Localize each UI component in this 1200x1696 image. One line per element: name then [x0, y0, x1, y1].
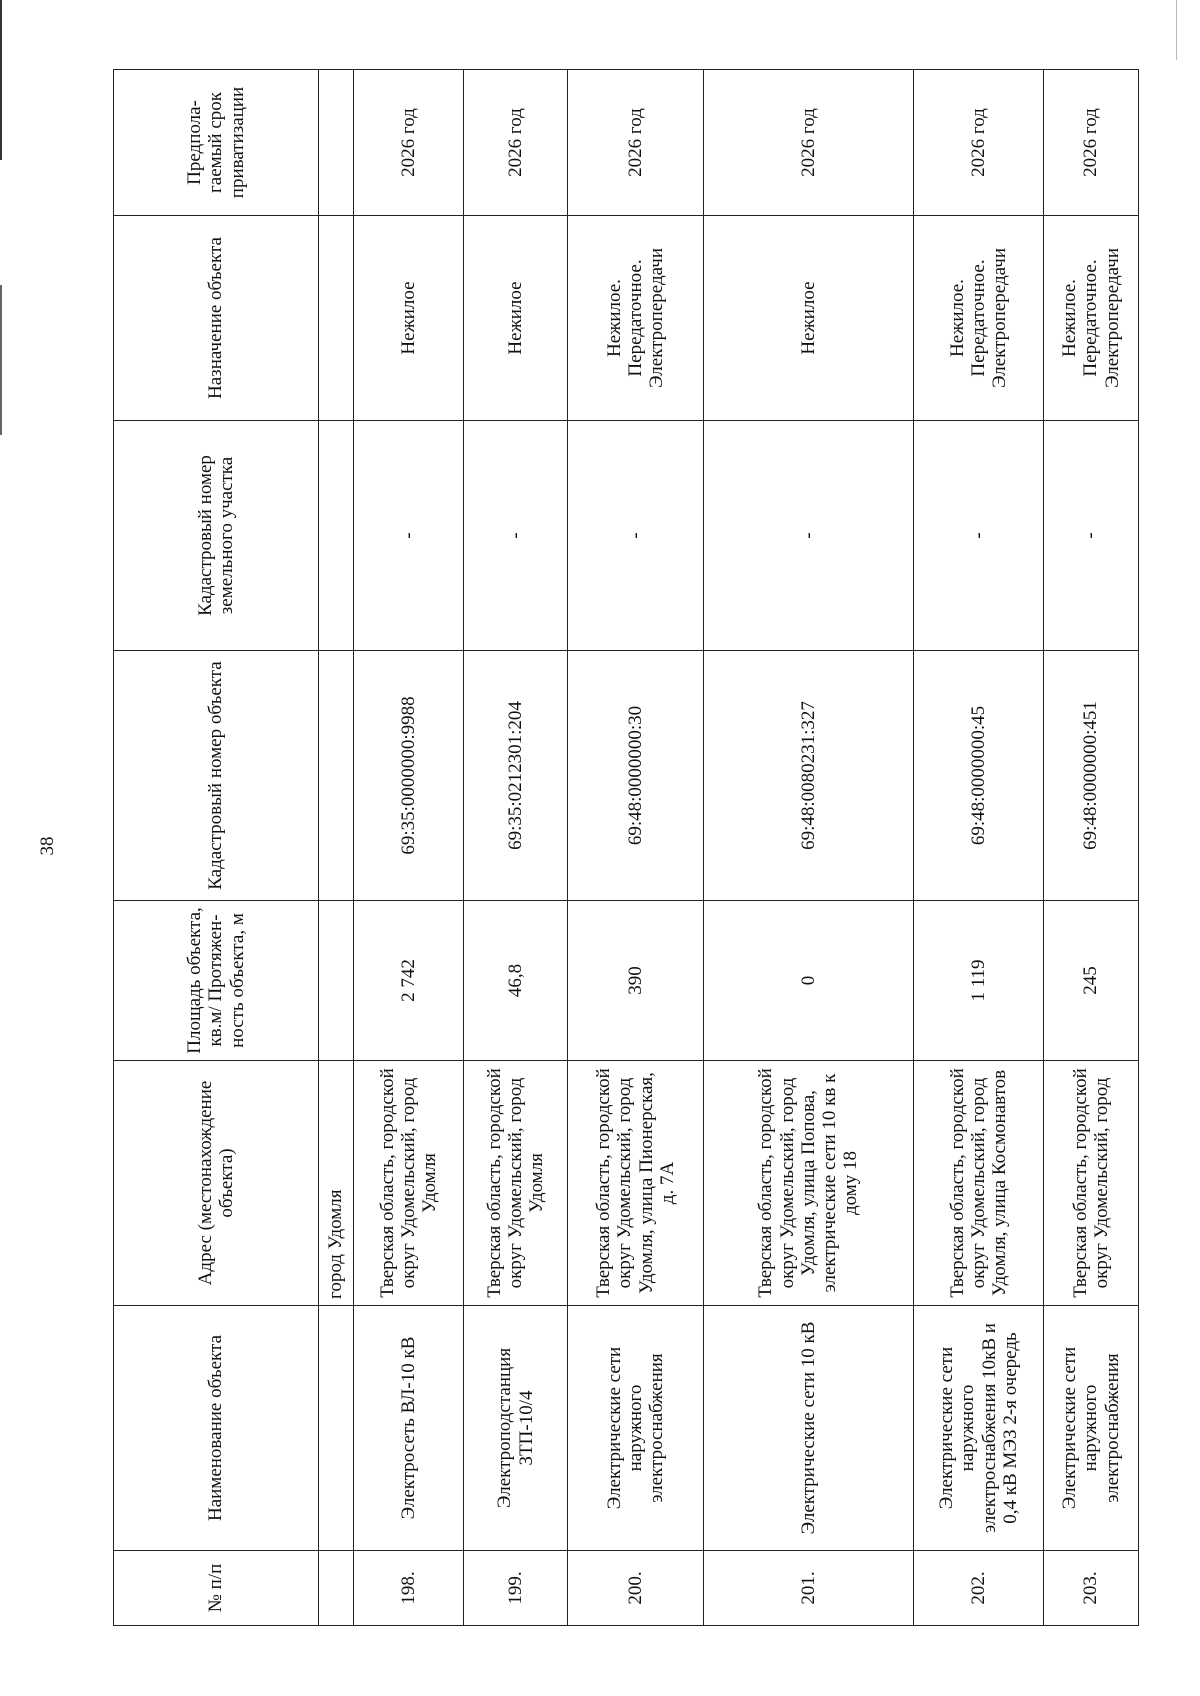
- header-number: № п/п: [114, 1551, 319, 1626]
- privatization-term: 2026 год: [704, 70, 914, 216]
- city-section-label: город Удомля: [319, 1061, 354, 1306]
- scan-edge-mark: [0, 0, 2, 160]
- privatization-term: 2026 год: [914, 70, 1044, 216]
- table-row: [914, 70, 1044, 1626]
- object-address: Тверская область, городской округ Удомельский, город Удомля, улица Космонавтов: [914, 1061, 1044, 1306]
- empty-cell: [319, 651, 354, 901]
- object-cadastral: 69:48:0000000:45: [914, 651, 1044, 901]
- row-number: 199.: [464, 1551, 568, 1626]
- empty-cell: [319, 216, 354, 421]
- header-cadastral: Кадастровый номер объекта: [114, 651, 319, 901]
- object-purpose: Нежилое. Передаточное. Электропередачи: [914, 216, 1044, 421]
- object-address: Тверская область, городской округ Удомельский, город Удомля, улица Попова, электрические сети 10 кв к дому 18: [704, 1061, 914, 1306]
- header-purpose: Назначение объекта: [114, 216, 319, 421]
- object-area: 245: [1044, 901, 1139, 1061]
- land-cadastral: -: [914, 421, 1044, 651]
- object-purpose: Нежилое. Передаточное. Электропередачи: [568, 216, 704, 421]
- land-cadastral: -: [1044, 421, 1139, 651]
- rotated-table-container: [113, 70, 1136, 1626]
- empty-cell: [319, 421, 354, 651]
- land-cadastral: -: [568, 421, 704, 651]
- object-purpose: Нежилое: [464, 216, 568, 421]
- object-area: 0: [704, 901, 914, 1061]
- object-address: Тверская область, городской округ Удомельский, город: [1044, 1061, 1139, 1306]
- row-number: 201.: [704, 1551, 914, 1626]
- object-address: Тверская область, городской округ Удомельский, город Удомля: [354, 1061, 464, 1306]
- row-number: 200.: [568, 1551, 704, 1626]
- empty-cell: [319, 1551, 354, 1626]
- land-cadastral: -: [354, 421, 464, 651]
- empty-cell: [319, 901, 354, 1061]
- object-name: Электрические сети наружного электроснабжения: [568, 1306, 704, 1551]
- table-row: [704, 70, 914, 1626]
- header-land-cadastral: Кадастровый номер земельного участка: [114, 421, 319, 651]
- privatization-term: 2026 год: [568, 70, 704, 216]
- header-term: Предпола-гаемый срок приватизации: [114, 70, 319, 216]
- object-area: 2 742: [354, 901, 464, 1061]
- header-area: Площадь объекта, кв.м/ Протяжен-ность объекта, м: [114, 901, 319, 1061]
- page-number: 38: [37, 836, 58, 856]
- object-name: Электросеть ВЛ-10 кВ: [354, 1306, 464, 1551]
- privatization-term: 2026 год: [464, 70, 568, 216]
- object-area: 46,8: [464, 901, 568, 1061]
- header-name: Наименование объекта: [114, 1306, 319, 1551]
- city-section-row: [319, 70, 354, 1626]
- object-address: Тверская область, городской округ Удомельский, город Удомля: [464, 1061, 568, 1306]
- scan-edge-mark: [1176, 0, 1177, 60]
- privatization-term: 2026 год: [354, 70, 464, 216]
- object-cadastral: 69:48:0000000:30: [568, 651, 704, 901]
- privatization-term: 2026 год: [1044, 70, 1139, 216]
- object-cadastral: 69:35:0212301:204: [464, 651, 568, 901]
- row-number: 198.: [354, 1551, 464, 1626]
- empty-cell: [319, 1306, 354, 1551]
- object-cadastral: 69:48:0000000:451: [1044, 651, 1139, 901]
- object-cadastral: 69:48:0080231:327: [704, 651, 914, 901]
- table-row: [568, 70, 704, 1626]
- object-name: Электрические сети наружного электроснабжения 10кВ и 0,4 кВ МЭЗ 2-я очередь: [914, 1306, 1044, 1551]
- empty-cell: [319, 70, 354, 216]
- privatization-table: [113, 69, 1139, 1626]
- land-cadastral: -: [464, 421, 568, 651]
- object-purpose: Нежилое: [354, 216, 464, 421]
- table-row: [1044, 70, 1139, 1626]
- object-purpose: Нежилое. Передаточное. Электропередачи: [1044, 216, 1139, 421]
- object-name: Электрические сети наружного электроснабжения: [1044, 1306, 1139, 1551]
- object-name: Электроподстанция ЗТП-10/4: [464, 1306, 568, 1551]
- table-header-row: [114, 70, 319, 1626]
- table-row: [354, 70, 464, 1626]
- object-name: Электрические сети 10 кВ: [704, 1306, 914, 1551]
- row-number: 203.: [1044, 1551, 1139, 1626]
- object-address: Тверская область, городской округ Удомельский, город Удомля, улица Пионерская, д. 7А: [568, 1061, 704, 1306]
- object-area: 1 119: [914, 901, 1044, 1061]
- object-area: 390: [568, 901, 704, 1061]
- table-row: [464, 70, 568, 1626]
- row-number: 202.: [914, 1551, 1044, 1626]
- header-address: Адрес (местонахождение объекта): [114, 1061, 319, 1306]
- scan-edge-mark: [0, 285, 2, 435]
- object-cadastral: 69:35:0000000:9988: [354, 651, 464, 901]
- object-purpose: Нежилое: [704, 216, 914, 421]
- land-cadastral: -: [704, 421, 914, 651]
